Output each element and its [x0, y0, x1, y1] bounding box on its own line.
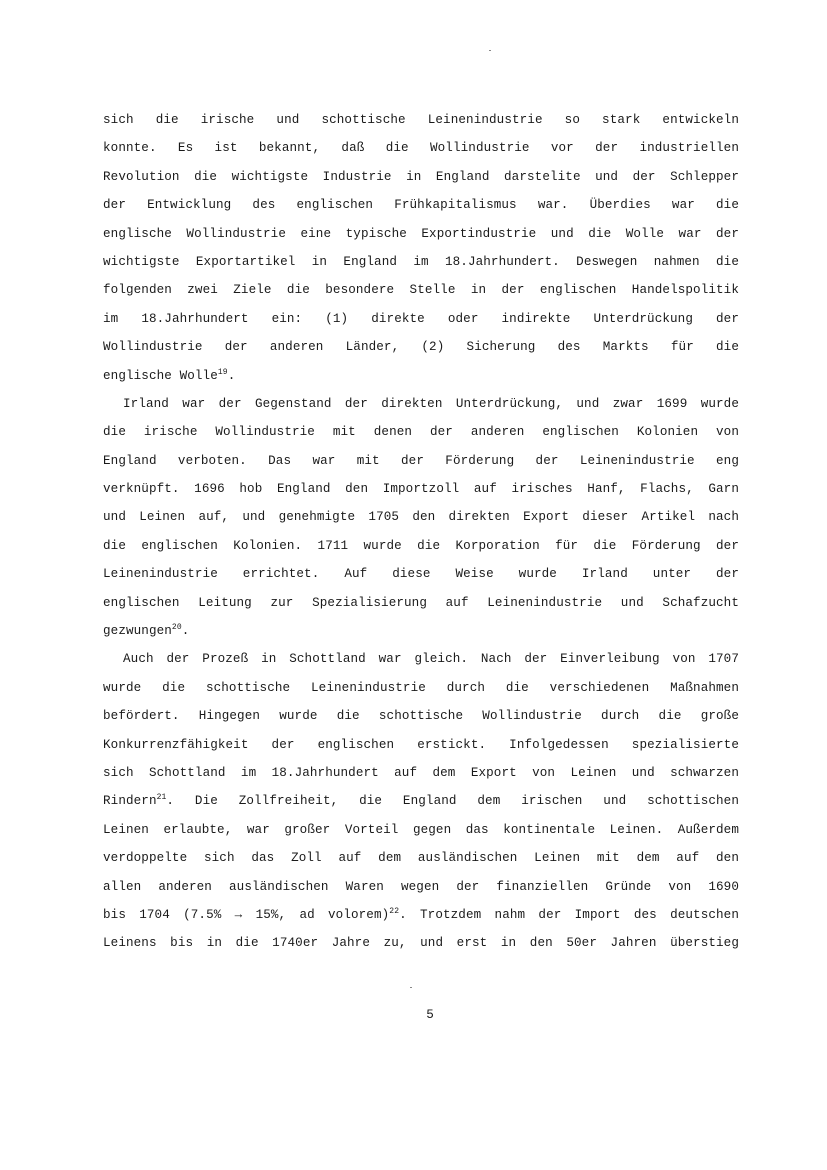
text-line: verdoppelte sich das Zoll auf dem ausländischen Leinen mit dem auf den: [103, 851, 739, 866]
text-fragment: . Die Zollfreiheit, die England dem irischen und schottischen: [166, 794, 739, 809]
footnote-marker: 22: [389, 906, 400, 916]
text-line: Konkurrenzfähigkeit der englischen erstickt. Infolgedessen spezialisierte: [103, 737, 739, 752]
text-line: sich die irische und schottische Leinenindustrie so stark entwickeln: [103, 113, 739, 127]
text-fragment: . Trotzdem nahm der Import des deutschen: [399, 907, 739, 922]
footnote-marker: 21: [156, 793, 167, 803]
text-line: Leinen erlaubte, war großer Vorteil gegen das kontinentale Leinen. Außerdem: [103, 822, 739, 837]
text-line: wurde die schottische Leinenindustrie durch die verschiedenen Maßnahmen: [103, 680, 739, 695]
paragraph-3: [103, 645, 739, 957]
text-line: Revolution die wichtigste Industrie in England darstelite und der Schlepper: [103, 169, 739, 184]
text-line: Leinenindustrie errichtet. Auf diese Weise wurde Irland unter der: [103, 567, 739, 582]
text-line: allen anderen ausländischen Waren wegen der finanziellen Gründe von 1690: [103, 879, 739, 894]
text-line: verknüpft. 1696 hob England den Importzoll auf irisches Hanf, Flachs, Garn: [103, 482, 739, 497]
text-line: und Leinen auf, und genehmigte 1705 den direkten Export dieser Artikel nach: [103, 510, 739, 525]
text-line: Irland war der Gegenstand der direkten Unterdrückung, und zwar 1699 wurde: [123, 396, 739, 411]
text-line: konnte. Es ist bekannt, daß die Wollindustrie vor der industriellen: [103, 141, 739, 156]
text-line: Auch der Prozeß in Schottland war gleich. Nach der Einverleibung von 1707: [123, 652, 739, 667]
text-line: Leinens bis in die 1740er Jahre zu, und erst in den 50er Jahren überstieg: [103, 936, 739, 951]
text-line: Wollindustrie der anderen Länder, (2) Sicherung des Markts für die: [103, 340, 739, 355]
text-fragment: gezwungen: [103, 624, 172, 639]
text-line: die irische Wollindustrie mit denen der anderen englischen Kolonien von: [103, 425, 739, 440]
text-fragment: .: [181, 624, 190, 639]
text-line: [103, 617, 739, 645]
footnote-marker: 19: [217, 367, 228, 377]
text-line: englische Wollindustrie eine typische Exportindustrie und die Wolle war der: [103, 226, 739, 241]
text-fragment: Rindern: [103, 794, 157, 809]
text-fragment: bis 1704 (7.5% → 15%, ad volorem): [103, 907, 390, 922]
page-number: 5: [426, 1008, 434, 1022]
text-fragment: englische Wolle: [103, 368, 218, 383]
paragraph-2: [103, 390, 739, 646]
paragraph-1: [103, 106, 739, 390]
text-line: englischen Leitung zur Spezialisierung auf Leinenindustrie und Schafzucht: [103, 595, 739, 610]
body-text: [103, 106, 739, 958]
scan-speck: [489, 50, 491, 51]
text-line: wichtigste Exportartikel in England im 18.Jahrhundert. Deswegen nahmen die: [103, 254, 739, 269]
text-line: die englischen Kolonien. 1711 wurde die Korporation für die Förderung der: [103, 538, 739, 553]
text-line: im 18.Jahrhundert ein: (1) direkte oder indirekte Unterdrückung der: [103, 311, 739, 326]
footnote-marker: 20: [171, 623, 182, 633]
text-line: [103, 362, 739, 390]
text-line: England verboten. Das war mit der Förderung der Leinenindustrie eng: [103, 453, 739, 468]
scan-speck: [410, 987, 412, 988]
text-line: der Entwicklung des englischen Frühkapitalismus war. Überdies war die: [103, 198, 739, 213]
text-line: [103, 787, 739, 815]
text-line: folgenden zwei Ziele die besondere Stelle in der englischen Handelspolitik: [103, 283, 739, 298]
text-line: [103, 901, 739, 929]
text-line: sich Schottland im 18.Jahrhundert auf dem Export von Leinen und schwarzen: [103, 765, 739, 780]
text-fragment: .: [227, 368, 236, 383]
text-line: befördert. Hingegen wurde die schottische Wollindustrie durch die große: [103, 709, 739, 724]
